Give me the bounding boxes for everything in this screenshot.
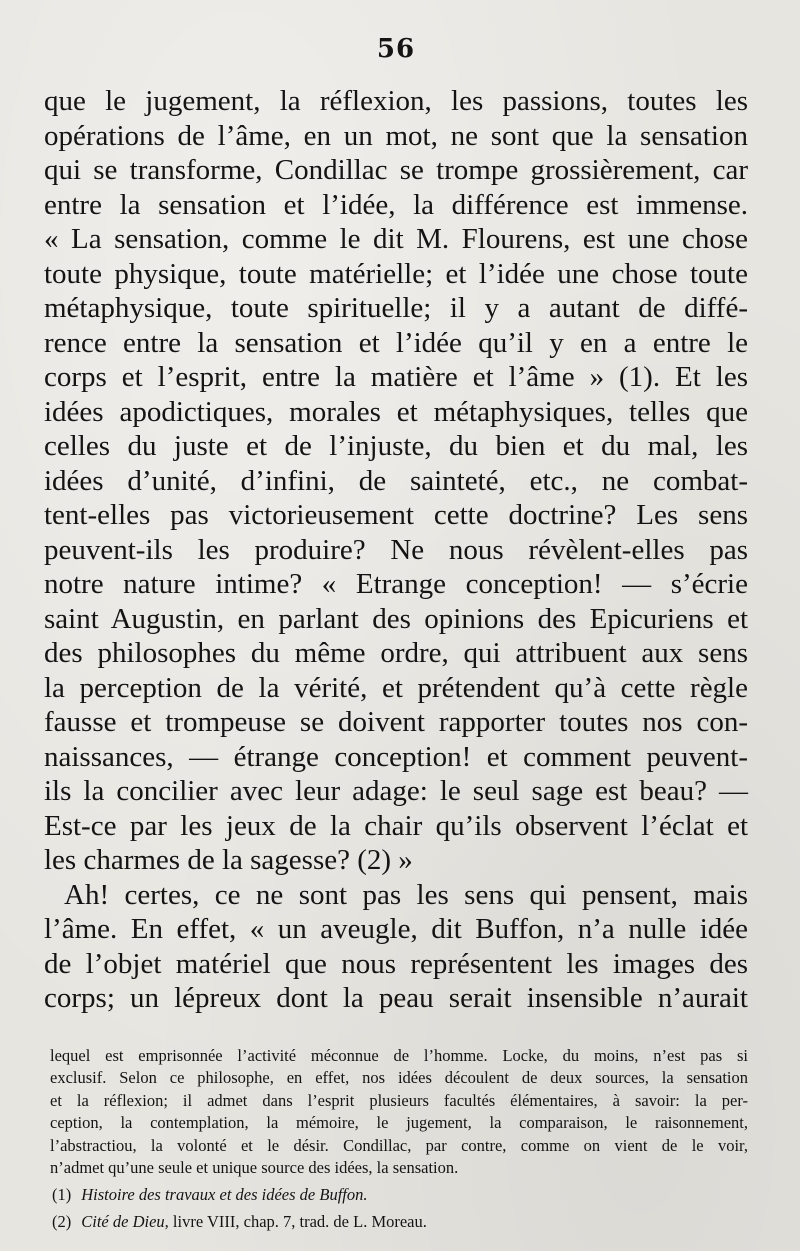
text-line: des philosophes du même ordre, qui attribuent aux sens — [44, 637, 748, 669]
footnote-2-mark: (2) — [52, 1211, 72, 1231]
text-line: métaphysique, toute spirituelle; il y a autant de diffé- — [44, 292, 748, 324]
footnote-2-rest: livre VIII, chap. 7, trad. de L. Moreau. — [172, 1211, 427, 1231]
paragraph-1 — [44, 84, 748, 878]
text-line: qui se transforme, Condillac se trompe grossièrement, car — [44, 154, 748, 186]
text-line: celles du juste et de l’injuste, du bien et du mal, les — [44, 430, 748, 462]
text-line: entre la sensation et l’idée, la différence est immense. — [44, 188, 748, 221]
text-line: les charmes de la sagesse? (2) » — [44, 844, 413, 876]
text-line: « La sensation, comme le dit M. Flourens, est une chose — [44, 223, 748, 255]
text-line: saint Augustin, en parlant des opinions des Epicuriens et — [44, 602, 748, 635]
text-line: toute physique, toute matérielle; et l’idée une chose toute — [44, 257, 748, 290]
text-line: naissances, — étrange conception! et comment peuvent- — [44, 740, 748, 773]
footnote-continuation — [50, 1045, 748, 1181]
text-line: rence entre la sensation et l’idée qu’il y en a entre le — [44, 326, 748, 359]
footnote-1-mark: (1) — [52, 1185, 72, 1205]
footnote-line: ception, la contemplation, la mémoire, le jugement, la comparaison, le raisonnement, — [50, 1113, 748, 1133]
footnote-line: et la réflexion; il admet dans l’esprit plusieurs facultés élémentaires, à savoir: la per- — [50, 1090, 748, 1110]
text-line: la perception de la vérité, et prétendent qu’à cette règle — [44, 671, 748, 704]
text-line: idées apodictiques, morales et métaphysiques, telles que — [44, 395, 748, 428]
paragraph-2 — [44, 878, 748, 1016]
text-line: Ah! certes, ce ne sont pas les sens qui pensent, mais — [64, 878, 748, 911]
text-line: ils la concilier avec leur adage: le seul sage est beau? — — [44, 775, 748, 807]
footnote-1-title: Histoire des travaux et des idées de Buffon. — [81, 1185, 368, 1205]
text-line: corps et l’esprit, entre la matière et l’âme » (1). Et les — [44, 361, 748, 393]
text-line: que le jugement, la réflexion, les passions, toutes les — [44, 85, 748, 117]
footnote-line: lequel est emprisonnée l’activité méconnue de l’homme. Locke, du moins, n’est pas si — [50, 1045, 748, 1065]
text-line: opérations de l’âme, en un mot, ne sont que la sensation — [44, 119, 748, 152]
text-line: l’âme. En effet, « un aveugle, dit Buffon, n’a nulle idée — [44, 913, 748, 945]
footnote-line: exclusif. Selon ce philosophe, en effet, nos idées découlent de deux sources, la sensation — [50, 1068, 748, 1088]
text-line: corps; un lépreux dont la peau serait insensible n’aurait — [44, 982, 748, 1014]
footnote-line: n’admet qu’une seule et unique source des idées, la sensation. — [50, 1158, 459, 1178]
footnote-2 — [50, 1211, 748, 1234]
page-number: 56 — [376, 34, 416, 64]
text-line: Est-ce par les jeux de la chair qu’ils observent l’éclat et — [44, 809, 748, 842]
footnote-2-title: Cité de Dieu, — [81, 1211, 169, 1231]
footnote-1 — [50, 1184, 748, 1207]
footnote-line: l’abstractiou, la volonté et le désir. Condillac, par contre, comme on vient de le voir, — [50, 1135, 748, 1155]
text-line: notre nature intime? « Etrange conception! — s’écrie — [44, 568, 748, 600]
text-line: de l’objet matériel que nous représentent les images des — [44, 947, 748, 980]
text-line: tent-elles pas victorieusement cette doctrine? Les sens — [44, 499, 748, 531]
main-text — [44, 84, 748, 1016]
footnotes — [44, 1045, 748, 1234]
text-line: fausse et trompeuse se doivent rapporter toutes nos con- — [44, 706, 748, 738]
footnote-separator — [376, 1030, 416, 1031]
text-line: peuvent-ils les produire? Ne nous révèlent-elles pas — [44, 533, 748, 566]
text-line: idées d’unité, d’infini, de sainteté, etc., ne combat- — [44, 464, 748, 497]
